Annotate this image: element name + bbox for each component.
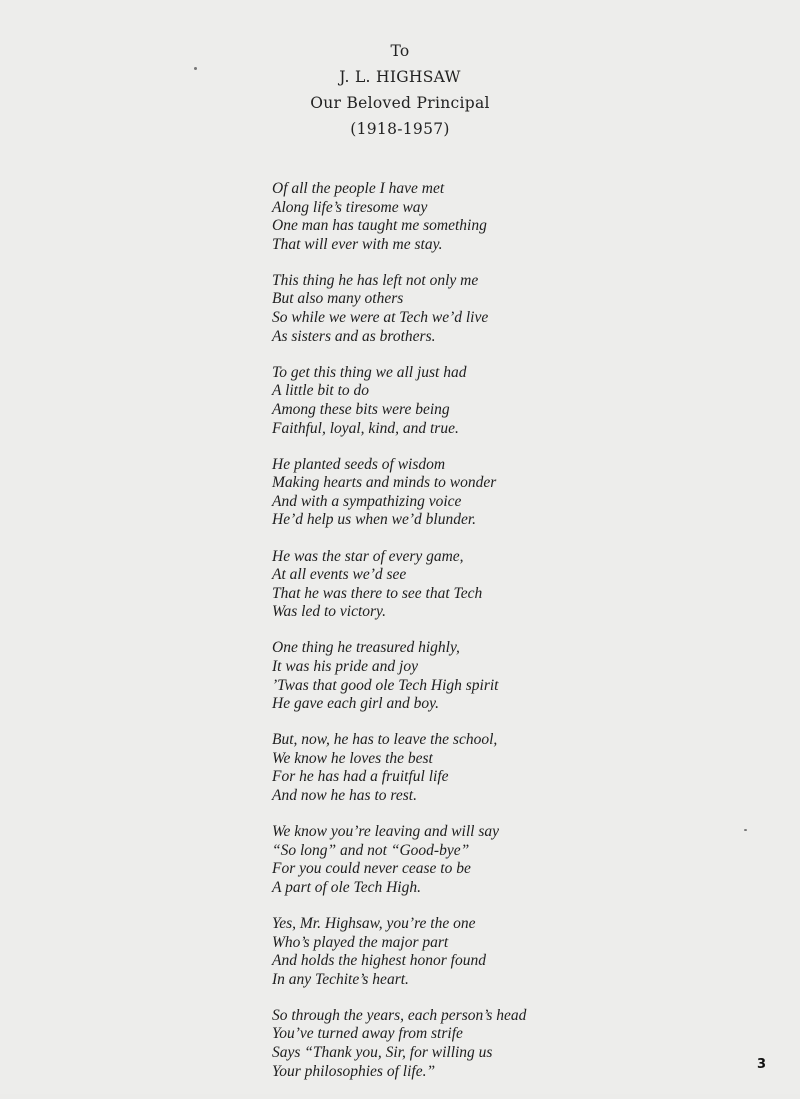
poem-line: So through the years, each person’s head	[272, 1006, 527, 1024]
poem-line: For you could never cease to be	[272, 860, 471, 878]
principal-role: Our Beloved Principal	[310, 94, 490, 112]
paper-speck	[194, 67, 197, 70]
poem-line: Faithful, loyal, kind, and true.	[272, 419, 459, 437]
poem-line: He gave each girl and boy.	[272, 695, 440, 713]
poem-line: We know you’re leaving and will say	[272, 823, 500, 841]
poem-line: And now he has to rest.	[272, 787, 417, 805]
poem-stanza	[272, 731, 572, 805]
poem	[272, 180, 572, 1099]
poem-stanza	[272, 364, 572, 438]
poem-line: And holds the highest honor found	[272, 952, 486, 970]
poem-line: And with a sympathizing voice	[272, 492, 462, 510]
poem-line: It was his pride and joy	[272, 657, 418, 675]
poem-line: ’Twas that good ole Tech High spirit	[272, 676, 499, 694]
poem-line: One man has taught me something	[272, 217, 487, 235]
poem-stanza	[272, 272, 572, 346]
poem-line: But, now, he has to leave the school,	[272, 731, 498, 749]
dedication-to: To	[390, 42, 410, 60]
poem-line: “So long” and not “Good-bye”	[272, 841, 470, 859]
poem-line: Among these bits were being	[272, 400, 450, 418]
poem-line: Was led to victory.	[272, 603, 386, 621]
poem-line: Along life’s tiresome way	[272, 198, 428, 216]
poem-line: Making hearts and minds to wonder	[272, 474, 497, 492]
page-number: 3	[756, 1057, 766, 1072]
poem-line: Says “Thank you, Sir, for willing us	[272, 1044, 493, 1062]
poem-line: This thing he has left not only me	[272, 271, 479, 289]
poem-stanza	[272, 548, 572, 622]
poem-stanza	[272, 823, 572, 897]
poem-stanza	[272, 915, 572, 989]
poem-line: A part of ole Tech High.	[272, 878, 421, 896]
poem-line: Yes, Mr. Highsaw, you’re the one	[272, 915, 476, 932]
poem-line: He’d help us when we’d blunder.	[272, 511, 477, 529]
poem-line: To get this thing we all just had	[272, 363, 467, 381]
poem-line: Who’s played the major part	[272, 933, 449, 951]
poem-line: But also many others	[272, 290, 404, 308]
poem-line: You’ve turned away from strife	[272, 1025, 463, 1043]
poem-stanza	[272, 456, 572, 530]
paper-speck	[744, 829, 747, 831]
poem-line: One thing he treasured highly,	[272, 639, 460, 657]
poem-line: As sisters and as brothers.	[272, 327, 436, 345]
poem-line: He was the star of every game,	[272, 547, 464, 565]
tenure-years: (1918-1957)	[350, 120, 450, 138]
poem-line: So while we were at Tech we’d live	[272, 309, 489, 327]
poem-line: He planted seeds of wisdom	[272, 455, 446, 473]
poem-line: At all events we’d see	[272, 566, 407, 584]
poem-line: A little bit to do	[272, 382, 370, 400]
poem-line: Your philosophies of life.”	[272, 1062, 436, 1080]
principal-name: J. L. HIGHSAW	[339, 68, 461, 86]
poem-line: That will ever with me stay.	[272, 235, 443, 253]
poem-line: In any Techite’s heart.	[272, 970, 409, 988]
poem-line: That he was there to see that Tech	[272, 584, 483, 602]
poem-line: Of all the people I have met	[272, 180, 445, 197]
poem-stanza	[272, 180, 572, 254]
dedication-header	[0, 38, 800, 142]
poem-line: For he has had a fruitful life	[272, 768, 449, 786]
poem-stanza	[272, 639, 572, 713]
poem-stanza	[272, 1007, 572, 1081]
poem-line: We know he loves the best	[272, 749, 433, 767]
